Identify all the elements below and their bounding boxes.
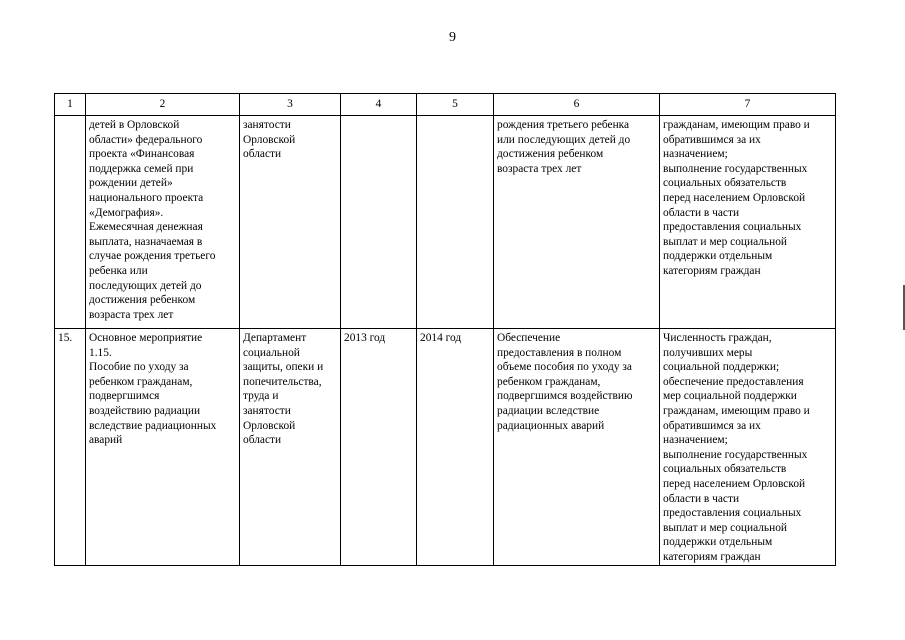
activity-name-cell: Основное мероприятие 1.15. Пособие по уходу за ребенком гражданам, подвергшимся воздействию радиации вследствие радиационных аварий	[86, 329, 240, 566]
row-number-cell: 15.	[55, 329, 86, 566]
page-number: 9	[449, 30, 456, 45]
column-header: 2	[86, 94, 240, 116]
table-row	[55, 116, 836, 329]
expected-result-cell: рождения третьего ребенка или последующих детей до достижения ребенком возраста трех лет	[494, 116, 660, 329]
start-year-cell	[341, 116, 417, 329]
row-number-cell	[55, 116, 86, 329]
activity-name-cell: детей в Орловской области» федерального проекта «Финансовая поддержка семей при рождении детей» национального проекта «Демография». Ежемесячная денежная выплата, назначаемая в случае рождения третьего ребенка или последующих детей до достижения ребенком возраста трех лет	[86, 116, 240, 329]
table-row	[55, 329, 836, 566]
executor-cell: занятости Орловской области	[240, 116, 341, 329]
executor-cell: Департамент социальной защиты, опеки и попечительства, труда и занятости Орловской области	[240, 329, 341, 566]
indicator-cell: Численность граждан, получивших меры социальной поддержки; обеспечение предоставления мер социальной поддержки гражданам, имеющим право и обратившимся за их назначением; выполнение государственных социальных обязательств перед населением Орловской области в части предоставления социальных выплат и мер социальной поддержки отдельным категориям граждан	[660, 329, 836, 566]
indicator-cell: гражданам, имеющим право и обратившимся за их назначением; выполнение государственных социальных обязательств перед населением Орловской области в части предоставления социальных выплат и мер социальной поддержки отдельным категориям граждан	[660, 116, 836, 329]
expected-result-cell: Обеспечение предоставления в полном объеме пособия по уходу за ребенком гражданам, подвергшимся воздействию радиации вследствие радиационных аварий	[494, 329, 660, 566]
column-header: 1	[55, 94, 86, 116]
column-header: 6	[494, 94, 660, 116]
column-header: 5	[417, 94, 494, 116]
start-year-cell: 2013 год	[341, 329, 417, 566]
column-header: 3	[240, 94, 341, 116]
column-header: 4	[341, 94, 417, 116]
table-header-row	[55, 94, 836, 116]
end-year-cell	[417, 116, 494, 329]
program-activities-table	[54, 93, 836, 566]
column-header: 7	[660, 94, 836, 116]
end-year-cell: 2014 год	[417, 329, 494, 566]
